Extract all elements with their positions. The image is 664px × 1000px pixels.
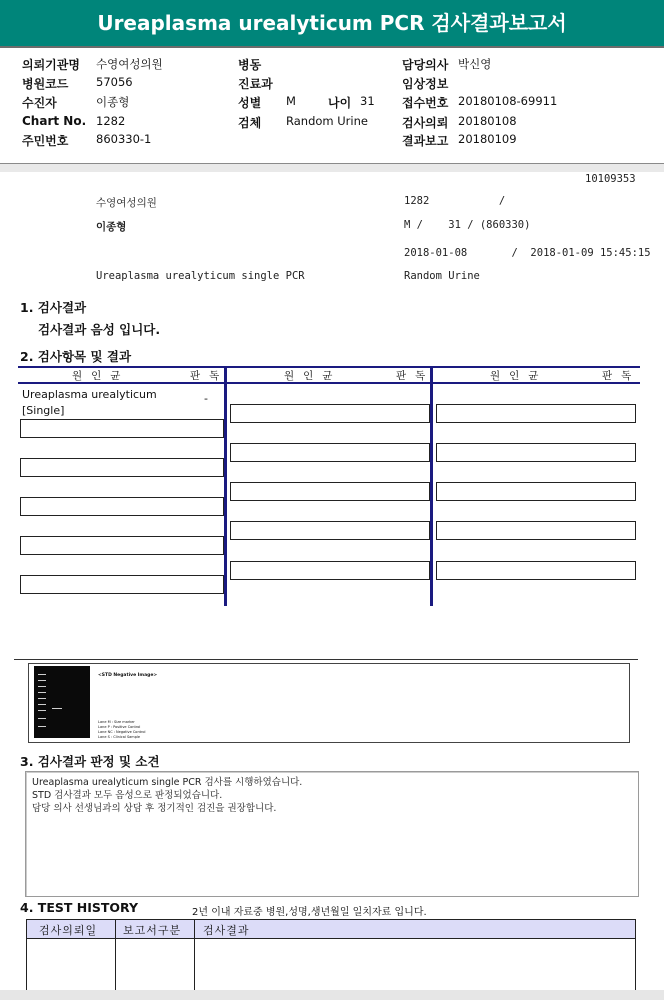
gel-image-title: <STD Negative Image>	[98, 673, 158, 678]
doc-number: 10109353	[585, 173, 636, 185]
result-box	[230, 443, 430, 462]
page-bottom	[0, 990, 664, 1000]
gel-legend-2: Lane P : Positive Control	[98, 725, 141, 729]
gel-legend-4: Lane S : Clinical Sample	[98, 735, 141, 739]
result-box	[436, 443, 636, 462]
history-note: 2년 이내 자료중 병원,성명,생년월일 일치자료 입니다.	[192, 907, 427, 918]
label-test-request: 검사의뢰	[402, 116, 449, 130]
print-chart: 1282 /	[404, 195, 506, 207]
value-resident-no: 860330-1	[96, 132, 152, 146]
section-3-title: 3. 검사결과 판정 및 소견	[20, 754, 160, 769]
value-physician: 박신영	[458, 57, 492, 71]
value-receipt-no: 20180108-69911	[458, 94, 558, 108]
gel-legend-3: Lane NC : Negative Control	[98, 730, 146, 734]
col-header-organism-1: 원인균	[72, 370, 130, 382]
result-box	[230, 561, 430, 580]
test-result-text: 검사결과 음성 입니다.	[38, 322, 161, 337]
value-age: 31	[360, 94, 375, 108]
item-name-suffix: [Single]	[22, 404, 65, 417]
label-chart-no: Chart No.	[22, 114, 87, 128]
value-referring-clinic: 수영여성의원	[96, 57, 163, 71]
section-2-title: 2. 검사항목 및 결과	[20, 349, 132, 364]
image-divider	[14, 659, 638, 660]
history-col-request-date: 검사의뢰일	[39, 924, 98, 937]
history-col-result: 검사결과	[203, 924, 250, 937]
value-test-request: 20180108	[458, 114, 517, 128]
history-col-divider-2	[194, 920, 195, 990]
label-specimen: 검체	[238, 116, 262, 130]
label-physician: 담당의사	[402, 58, 449, 72]
col-header-judgement-2: 판독	[396, 370, 435, 382]
label-patient: 수진자	[22, 96, 57, 110]
result-box	[436, 521, 636, 540]
history-table	[26, 919, 636, 991]
label-department: 진료과	[238, 77, 273, 91]
print-dates: 2018-01-08 / 2018-01-09 15:45:15	[404, 247, 651, 259]
col-header-judgement-3: 판독	[602, 370, 641, 382]
table-col-divider-2	[430, 366, 433, 606]
header-divider	[0, 163, 664, 172]
value-specimen: Random Urine	[286, 114, 368, 128]
col-header-organism-3: 원인균	[490, 370, 548, 382]
print-clinic: 수영여성의원	[96, 197, 157, 209]
item-judgement: -	[204, 392, 208, 405]
opinion-line-3: 담당 의사 선생님과의 상담 후 정기적인 검진을 권장합니다.	[32, 803, 277, 814]
label-referring-clinic: 의뢰기관명	[22, 58, 80, 72]
result-box	[436, 404, 636, 423]
gel-legend-1: Lane M : Size marker	[98, 720, 135, 724]
result-box	[20, 497, 224, 516]
col-header-judgement-1: 판독	[190, 370, 229, 382]
result-box	[20, 575, 224, 594]
label-age: 나이	[328, 96, 352, 110]
result-box	[436, 561, 636, 580]
result-box	[230, 521, 430, 540]
result-box	[436, 482, 636, 501]
history-header-row	[27, 920, 635, 939]
label-hospital-code: 병원코드	[22, 77, 69, 91]
result-box	[230, 404, 430, 423]
result-box	[20, 458, 224, 477]
label-resident-no: 주민번호	[22, 134, 69, 148]
opinion-line-1: Ureaplasma urealyticum single PCR 검사를 시행하였습니다.	[32, 777, 303, 788]
history-col-divider-1	[115, 920, 116, 990]
value-result-report: 20180109	[458, 132, 517, 146]
result-box	[230, 482, 430, 501]
section-4-title: 4. TEST HISTORY	[20, 900, 139, 915]
report-title: Ureaplasma urealyticum PCR 검사결과보고서	[97, 11, 567, 35]
print-patient: 이종형	[96, 221, 127, 233]
opinion-line-2: STD 검사결과 모두 음성으로 판정되었습니다.	[32, 790, 223, 801]
table-col-divider-1	[224, 366, 227, 606]
history-col-report-type: 보고서구분	[123, 924, 182, 937]
opinion-box	[25, 771, 639, 897]
value-chart-no: 1282	[96, 114, 126, 128]
value-sex: M	[286, 94, 296, 108]
label-result-report: 결과보고	[402, 134, 449, 148]
value-hospital-code: 57056	[96, 75, 133, 89]
label-ward: 병동	[238, 58, 262, 72]
report-title-bar	[0, 0, 664, 48]
print-test-name: Ureaplasma urealyticum single PCR	[96, 270, 305, 282]
label-receipt-no: 접수번호	[402, 96, 449, 110]
label-sex: 성별	[238, 96, 262, 110]
section-1-title: 1. 검사결과	[20, 300, 87, 315]
value-patient: 이종형	[96, 95, 130, 109]
result-box	[20, 419, 224, 438]
print-specimen: Random Urine	[404, 270, 480, 282]
print-sex-age: M / 31 / (860330)	[404, 219, 531, 231]
result-box	[20, 536, 224, 555]
label-clinical-info: 임상정보	[402, 77, 449, 91]
gel-image	[34, 666, 90, 738]
item-name: Ureaplasma urealyticum	[22, 388, 157, 401]
col-header-organism-2: 원인균	[284, 370, 342, 382]
